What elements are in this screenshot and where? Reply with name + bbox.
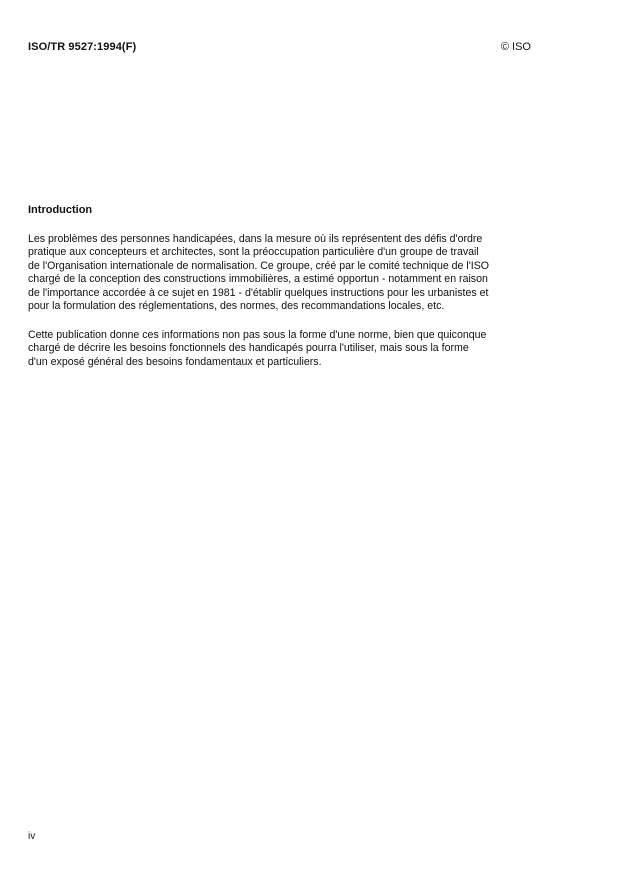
paragraph-line: de l'Organisation internationale de normalisation. Ce groupe, créé par le comité technique de l'ISO — [28, 259, 490, 272]
paragraph-line: d'un exposé général des besoins fondamentaux et particuliers. — [28, 355, 322, 368]
page-number: iv — [28, 831, 36, 842]
paragraph-line: chargé de la conception des constructions immobilières, a estimé opportun - notamment en raison — [28, 273, 488, 286]
paragraph-line: de l'importance accordée à ce sujet en 1981 - d'établir quelques instructions pour les urbanistes et — [28, 286, 489, 299]
document-identifier: ISO/TR 9527:1994(F) — [28, 41, 137, 53]
section-title: Introduction — [28, 204, 93, 216]
paragraph-line: Les problèmes des personnes handicapées, dans la mesure où ils représentent des défis d'ordre — [28, 233, 483, 245]
paragraph-2 — [28, 329, 533, 369]
paragraph-1 — [28, 233, 533, 313]
paragraph-line: pour la formulation des réglementations, des normes, des recommandations locales, etc. — [28, 300, 445, 313]
copyright-mark: © ISO — [500, 41, 531, 53]
paragraph-line: Cette publication donne ces informations non pas sous la forme d'une norme, bien que quiconque — [28, 329, 487, 341]
paragraph-line: chargé de décrire les besoins fonctionnels des handicapés pourra l'utiliser, mais sous la forme — [28, 342, 469, 355]
paragraph-line: pratique aux concepteurs et architectes, sont la préoccupation particulière d'un groupe de travail — [28, 246, 479, 259]
